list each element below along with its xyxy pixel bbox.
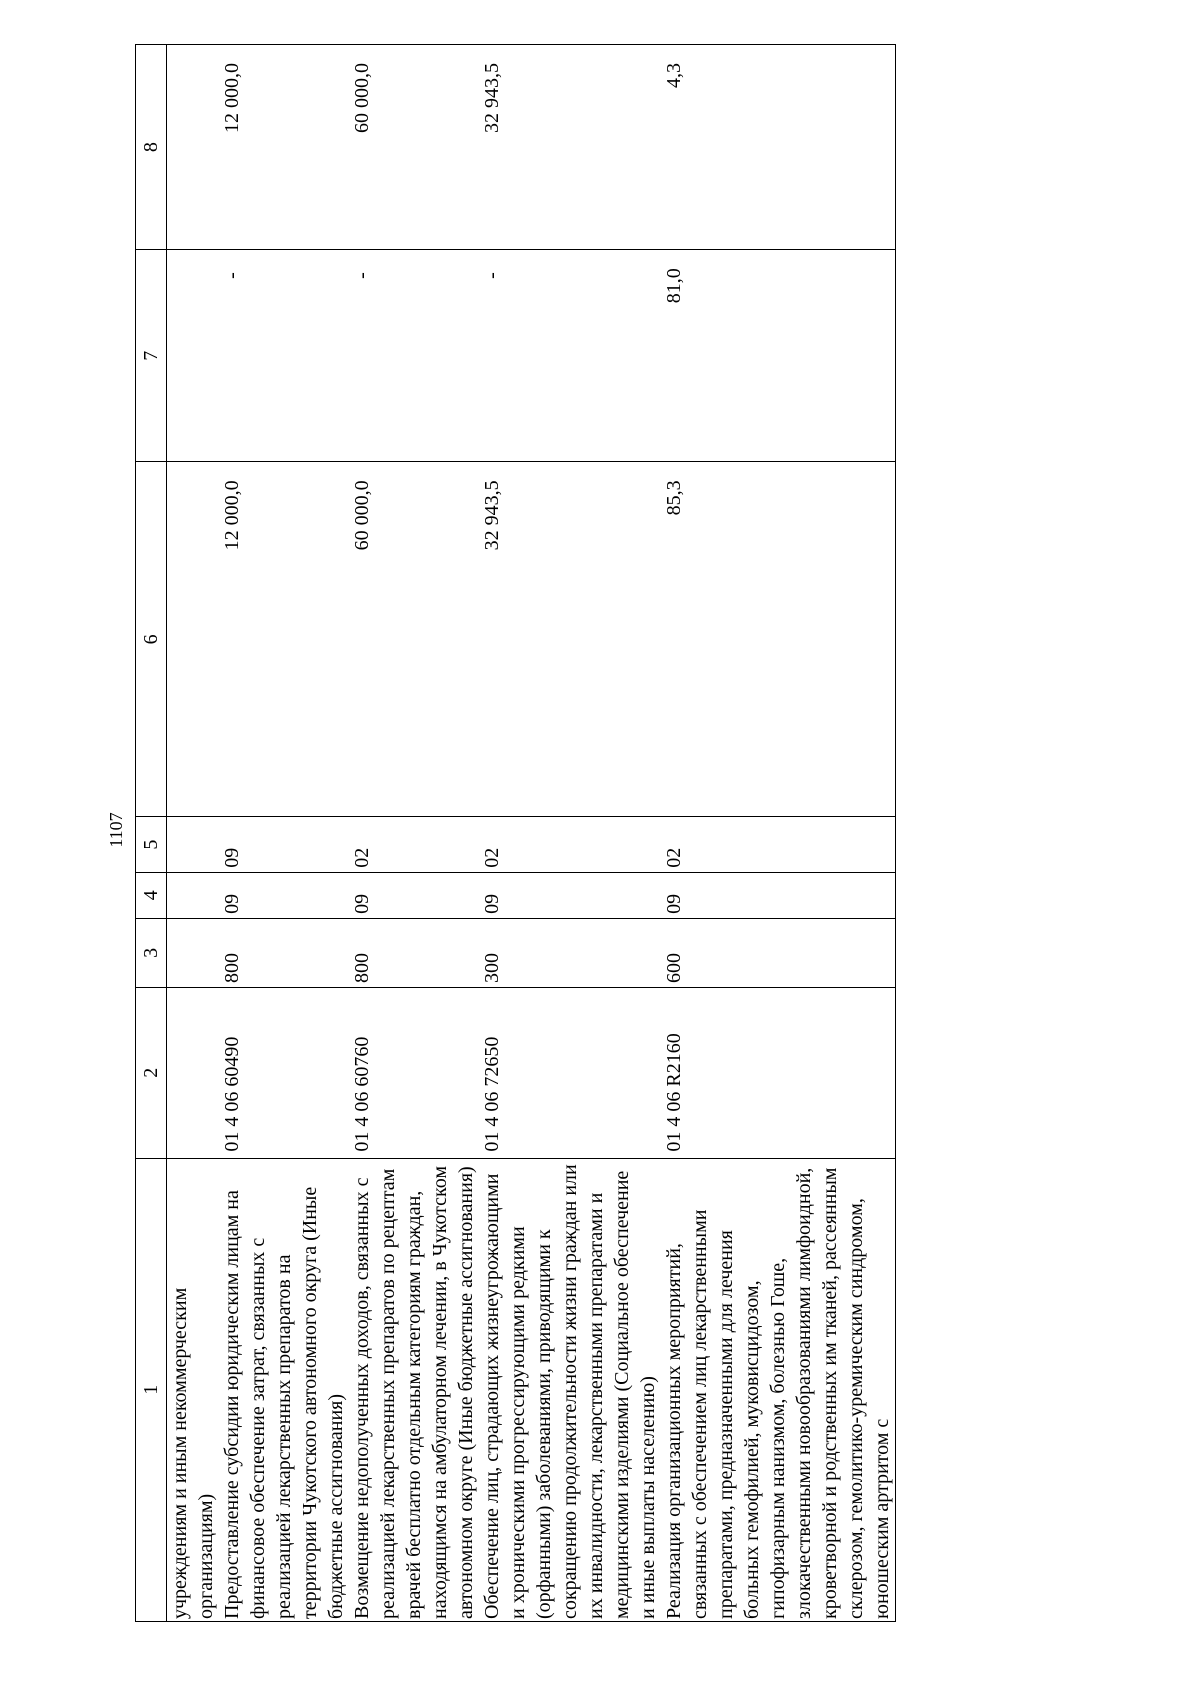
header-col-3: 3 [136, 918, 167, 987]
row-col6: 12 000,0 [219, 462, 349, 817]
row-name: Обеспечение лиц, страдающих жизнеугрожающими и хроническими прогрессирующими редкими (орфанными) заболеваниями, приводящими к сокращению продолжительности жизни граждан или их инвалидности, лекарственными препаратами и медицинскими изделиями (Социальное обеспечение и иные выплаты населению) [479, 1158, 661, 1621]
table-row [167, 45, 220, 1622]
row-col7: 81,0 [661, 250, 896, 462]
row-vr: 800 [349, 918, 479, 987]
row-col8: 32 943,5 [479, 45, 661, 250]
table-row [661, 45, 896, 1622]
row-code: 01 4 06 72650 [479, 987, 661, 1158]
row-col8: 60 000,0 [349, 45, 479, 250]
table-row [349, 45, 479, 1622]
row-col6: 60 000,0 [349, 462, 479, 817]
row-name: Предоставление субсидии юридическим лицам на финансовое обеспечение затрат, связанных с реализацией лекарственных препаратов на территории Чукотского автономного округа (Иные бюджетные ассигнования) [219, 1158, 349, 1621]
row-name: учреждениям и иным некоммерческим организациям) [167, 1158, 220, 1621]
row-rz: 09 [349, 872, 479, 918]
header-col-5: 5 [136, 817, 167, 872]
table-row [479, 45, 661, 1622]
header-col-4: 4 [136, 872, 167, 918]
row-vr: 600 [661, 918, 896, 987]
row-vr [167, 918, 220, 987]
row-rz: 09 [219, 872, 349, 918]
row-rz: 09 [661, 872, 896, 918]
row-vr: 300 [479, 918, 661, 987]
table-row [219, 45, 349, 1622]
row-pr [167, 817, 220, 872]
row-col7: - [219, 250, 349, 462]
header-col-2: 2 [136, 987, 167, 1158]
row-col7: - [349, 250, 479, 462]
row-col7 [167, 250, 220, 462]
row-col8: 12 000,0 [219, 45, 349, 250]
row-col6: 85,3 [661, 462, 896, 817]
row-code: 01 4 06 R2160 [661, 987, 896, 1158]
row-col7: - [479, 250, 661, 462]
row-rz [167, 872, 220, 918]
row-code: 01 4 06 60490 [219, 987, 349, 1158]
header-col-7: 7 [136, 250, 167, 462]
row-pr: 02 [479, 817, 661, 872]
row-name: Реализация организационных мероприятий, связанных с обеспечением лиц лекарственными препаратами, предназначенными для лечения больных гемофилией, муковисцидозом, гипофизарным нанизмом, болезнью Гоше, злокачественными новообразованиями лимфоидной, кроветворной и родственных им тканей, рассеянным склерозом, гемолитико-уремическим синдромом, юношеским артритом с [661, 1158, 896, 1621]
row-vr: 800 [219, 918, 349, 987]
row-code [167, 987, 220, 1158]
header-col-8: 8 [136, 45, 167, 250]
row-code: 01 4 06 60760 [349, 987, 479, 1158]
row-col6: 32 943,5 [479, 462, 661, 817]
row-name: Возмещение недополученных доходов, связанных с реализацией лекарственных препаратов по рецептам врачей бесплатно отдельным категориям граждан, находящимся на амбулаторном лечении, в Чукотском автономном округе (Иные бюджетные ассигнования) [349, 1158, 479, 1621]
row-col8: 4,3 [661, 45, 896, 250]
row-rz: 09 [479, 872, 661, 918]
row-pr: 02 [349, 817, 479, 872]
row-col6 [167, 462, 220, 817]
table-header-row [136, 45, 167, 1622]
row-pr: 02 [661, 817, 896, 872]
header-col-1: 1 [136, 1158, 167, 1621]
rotated-table-container [135, 44, 1165, 1622]
page-number: 1107 [106, 812, 126, 848]
budget-table [135, 44, 896, 1622]
row-col8 [167, 45, 220, 250]
header-col-6: 6 [136, 462, 167, 817]
row-pr: 09 [219, 817, 349, 872]
